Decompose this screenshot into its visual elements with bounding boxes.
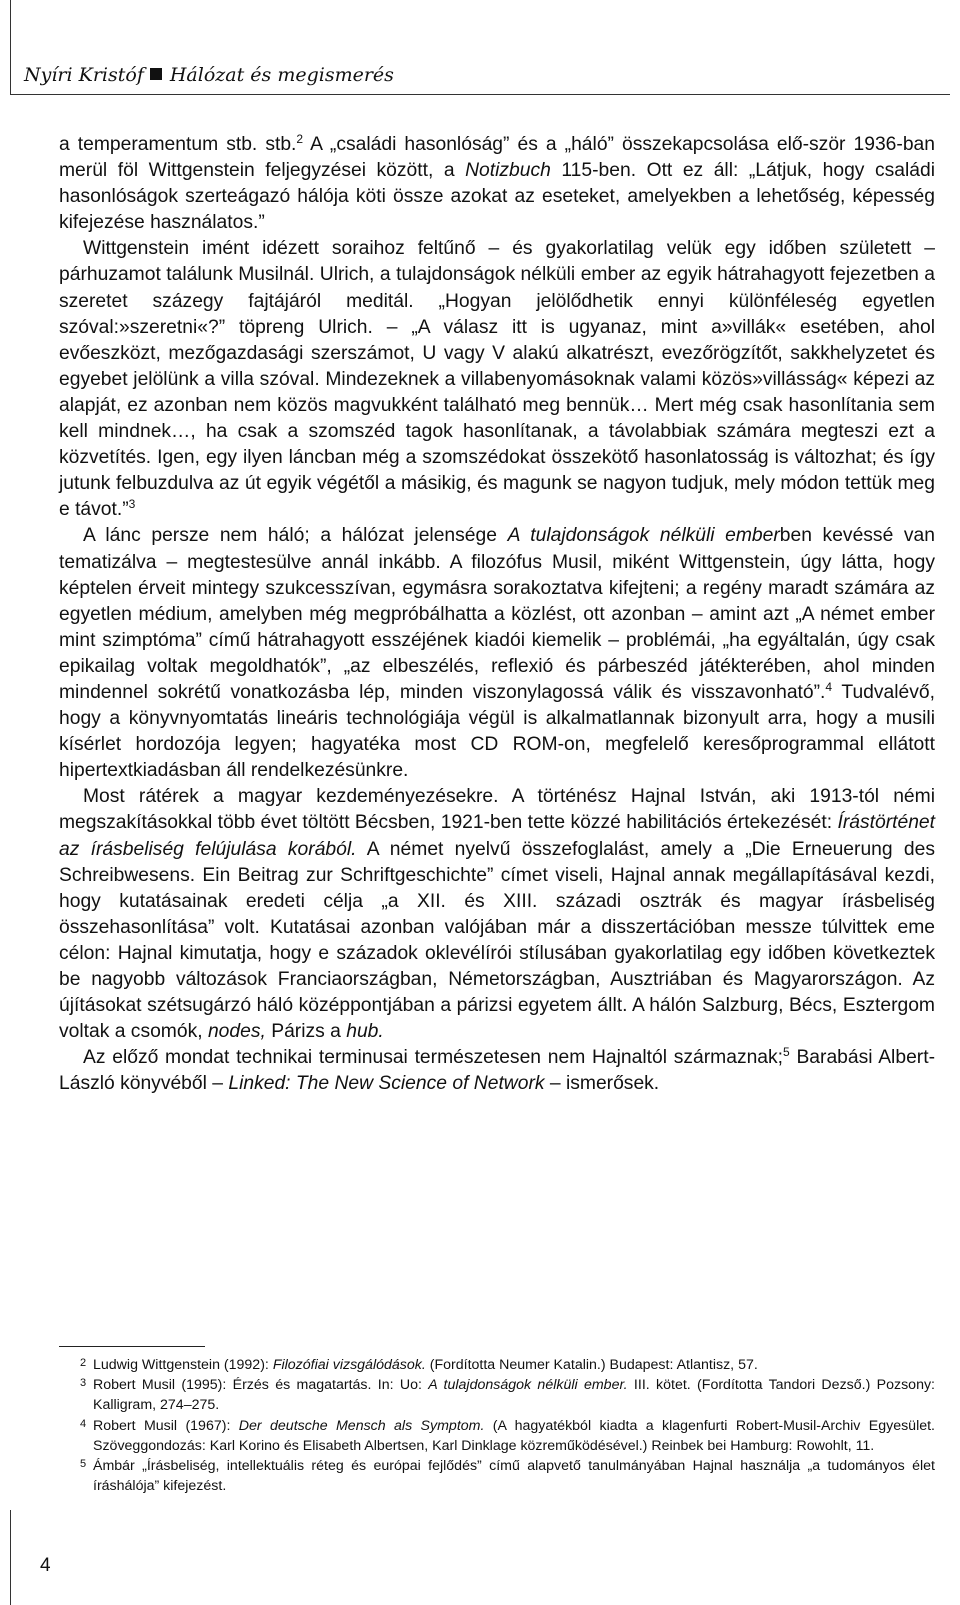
footnote-ref: 5 [783,1045,790,1060]
text-run: Ámbár „Írásbeliség, intellektuális réteg és európai fejlődés” című alapvető tanulmányában Hajnal használja „a tudományos élet íráshálója” kifejezést. [93,1458,935,1495]
footnote-number: 4 [80,1417,87,1430]
paragraph [59,236,935,523]
italic-run: Írástörténet az írásbeliség felújulása korából. [59,812,935,860]
footnote-number: 5 [80,1458,87,1471]
footnote-number: 2 [80,1357,87,1369]
square-bullet-icon [150,68,162,80]
text-run: (Fordította Neumer Katalin.) Budapest: Atlantisz, 57. [425,1357,758,1373]
footnotes [80,1355,935,1496]
italic-run: A tulajdonságok nélküli ember. [428,1377,628,1394]
header-title: Hálózat és megismerés [169,64,394,86]
footnote-text [93,1375,935,1415]
text-run: a temperamentum stb. stb. [59,134,297,155]
paragraph [59,784,935,1045]
footnote-text [93,1416,935,1456]
footnote-text [93,1456,935,1496]
footer-frame-line [10,1510,11,1605]
text-run: A lánc persze nem háló; a hálózat jelensége [83,525,508,547]
text-run: Wittgenstein imént idézett soraihoz feltűnő – és gyakorlatilag velük egy időben született – párhuzamot találunk Musilnál. Ulrich, a tulajdonságok nélküli ember az egyik hátrahagyott fejezetben a szeretet százegy fajtájáról meditál. „Hogyan jelölődhetik ennyi különféleség egyetlen szóval:»szeretni«?” töpreng Ulrich. – „A válasz itt is ugyanaz, mint a»villák« esetében, ahol evőeszközt, mezőgazdasági szerszámot, U vagy V alakú alkatrészt, evezőrögzítőt, sakkhelyzetet és egyebet jelölünk a villa szóval. Mindezeknek a villabenyomásoknak valami közös»villásság« képezi az alapját, ez azonban nem közös magvukként található meg bennük… Mert még csak hasonlítania sem kell mindnek…, ha csak a szomszéd tagok hasonlítanak, a távolabbiak számára megteszi ezt a közvetítés. Igen, egy ilyen láncban még a szomszédokat összekötő hasonlatosság is változhat; és így jutunk felbuzdulva az út egyik végétől a másikig, és magunk se nagyon tudjuk, mely módon tettük meg e távot.” [59,238,935,521]
footnote [80,1456,935,1496]
italic-run: nodes, [207,1021,266,1043]
paragraph [59,523,935,784]
italic-run: Linked: The New Science of Network [228,1073,545,1095]
text-run: Párizs a [265,1021,347,1043]
text-run: III. kötet. (Fordította Tandori Dezső.) Pozsony: Kalligram, 274–275. [93,1377,935,1414]
paragraph [59,1045,935,1097]
text-run: Robert Musil (1967): [93,1417,239,1434]
footnote [80,1375,935,1415]
italic-run: hub. [346,1021,384,1043]
text-run: ben kevéssé van tematizálva – megtestesülve annál inkább. A filozófus Musil, miként Wittgenstein, úgy látta, hogy képtelen érveit mintegy szukcesszívan, egymásra sorakoztatva kifejteni; a regény maradt számára az egyetlen médium, amelyben még megpróbálhatta a közlést, ott azonban – amint azt „A német ember mint szimptóma” című hátrahagyott esszéjének kiadói kiemelik – problémái, „ha egyáltalán, úgy csak epikailag voltak megoldhatók”, „az elbeszélés, reflexió és párbeszéd játékterében, ahol minden mindennel sokrétű vonatkozásba lép, minden viszonylagossá válik és visszavonható”. [59,525,935,703]
footnote-ref: 3 [128,497,136,512]
text-run: A „családi hasonlóság” és a „háló” összekapcsolása elő-ször 1936-ban merül föl Wittgenstein feljegyzései között, a [59,134,935,182]
text-run: Ludwig Wittgenstein (1992): [93,1357,273,1373]
footnote [80,1416,935,1456]
italic-run: Filozófiai vizsgálódások. [272,1357,426,1373]
text-run: – ismerősek. [544,1073,660,1095]
text-run: A német nyelvű összefoglalást, amely a „Die Erneuerung des Schreibwesens. Ein Beitrag zur Schriftgeschichte” címet viseli, Hajnal annak megállapításával kezdi, hogy kutatásainak eredeti célja „a XII. és XIII. századi osztrák és magyar írásbeliség összehasonlítása” volt. Kutatásai azonban valójában már a disszertációban messze túlvittek eme célon: Hajnal kimutatja, hogy e századok oklevélírói stílusában gyakorlatilag egy időben következtek be nagyobb változások Franciaországban, Németországban, Ausztriában és Magyarországon. Az újításokat szétsugárzó háló középpontjában a párizsi egyetem állt. A hálón Salzburg, Bécs, Esztergom voltak a csomók, [59,838,935,1043]
italic-run: Der deutsche Mensch als Symptom. [238,1417,485,1434]
footnote [80,1355,935,1375]
text-run: Most rátérek a magyar kezdeményezésekre. A történész Hajnal István, aki 1913-tól némi megszakításokkal több évet töltött Bécsben, 1921-ben tette közzé habilitációs értekezését: [59,786,935,834]
text-run: Robert Musil (1995): Érzés és magatartás. In: Uo: [93,1377,429,1394]
footnote-text [93,1355,935,1375]
running-header [24,64,394,86]
body-text [59,132,935,1097]
text-run: (A hagyatékból kiadta a klagenfurti Robert-Musil-Archiv Egyesület. Szöveggondozás: Karl Korino és Elisabeth Albertsen, Karl Dinklage közreműködésével.) Reinbek bei Hamburg: Rowohlt, 11. [93,1417,935,1454]
header-author: Nyíri Kristóf [24,64,144,86]
footnote-separator [59,1346,205,1347]
footnote-ref: 2 [296,132,304,146]
footnote-number: 3 [80,1377,87,1390]
text-run: Az előző mondat technikai terminusai természetesen nem Hajnaltól származnak; [83,1047,784,1069]
text-run: Tudvalévő, hogy a könyvnyomtatás lineáris technológiája végül is alkalmatlannak bizonyult arra, hogy a musili kísérlet hordozója legyen; hagyatéka most CD ROM-on, megfelelő keresőprogrammal ellátott hipertextkiadásban áll rendelkezésünkre. [59,681,936,782]
text-run: Barabási Albert-László könyvéből – [59,1047,935,1095]
italic-run: Notizbuch [465,160,551,182]
italic-run: A tulajdonságok nélküli ember [507,525,780,547]
paragraph [59,132,935,236]
footnote-ref: 4 [825,679,833,694]
page-number: 4 [40,1555,51,1576]
text-run: 115-ben. Ott ez áll: „Látjuk, hogy családi hasonlóságok szerteágazó hálója köti össze azokat az eseteket, amelyekben a lehetőség, képesség kifejezése használatos.” [59,160,935,234]
